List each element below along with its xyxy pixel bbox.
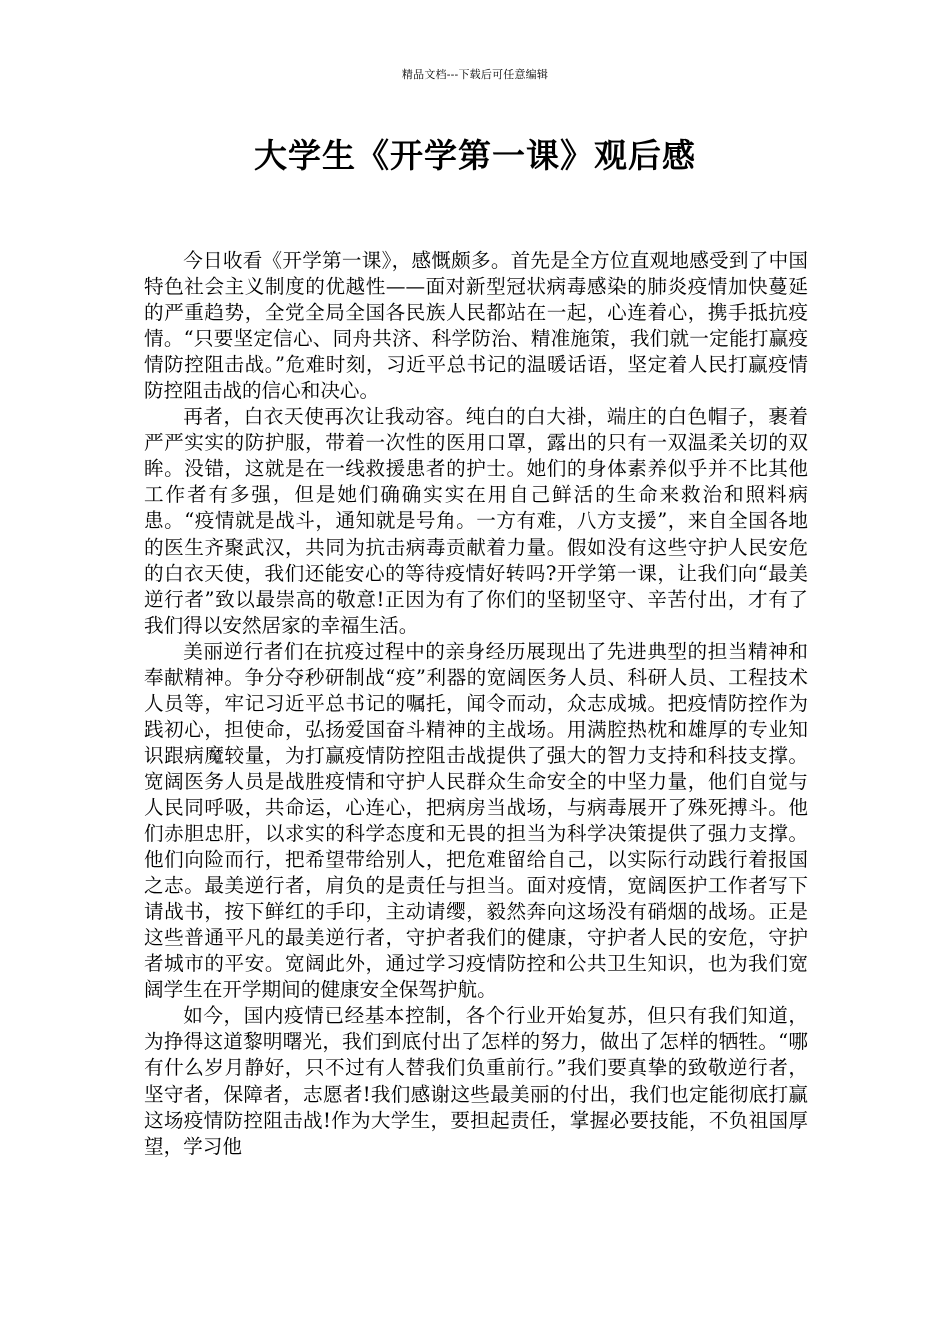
document-body: [144, 248, 808, 1160]
document-title: 大学生《开学第一课》观后感: [254, 136, 696, 175]
body-paragraph: 如今，国内疫情已经基本控制，各个行业开始复苏，但只有我们知道，为挣得这道黎明曙光，我们到底付出了怎样的努力，做出了怎样的牺牲。“哪有什么岁月静好，只不过有人替我们负重前行。”我们要真挚的致敬逆行者，坚守者，保障者，志愿者!我们感谢这些最美丽的付出，我们也定能彻底打赢这场疫情防控阻击战!作为大学生，要担起责任，掌握必要技能，不负祖国厚望，学习他: [144, 1004, 808, 1158]
body-paragraph: 美丽逆行者们在抗疫过程中的亲身经历展现出了先进典型的担当精神和奉献精神。争分夺秒研制战“疫”利器的宽阔医务人员、科研人员、工程技术人员等，牢记习近平总书记的嘱托，闻令而动，众志成城。把疫情防控作为践初心，担使命，弘扬爱国奋斗精神的主战场。用满腔热枕和雄厚的专业知识跟病魔较量，为打赢疫情防控阻击战提供了强大的智力支持和科技支撑。宽阔医务人员是战胜疫情和守护人民群众生命安全的中坚力量，他们自觉与人民同呼吸，共命运，心连心，把病房当战场，与病毒展开了殊死搏斗。他们赤胆忠肝，以求实的科学态度和无畏的担当为科学决策提供了强力支撑。他们向险而行，把希望带给别人，把危难留给自己，以实际行动践行着报国之志。最美逆行者，肩负的是责任与担当。面对疫情，宽阔医护工作者写下请战书，按下鲜红的手印，主动请缨，毅然奔向这场没有硝烟的战场。正是这些普通平凡的最美逆行者，守护者我们的健康，守护者人民的安危，守护者城市的平安。宽阔此外，通过学习疫情防控和公共卫生知识，也为我们宽阔学生在开学期间的健康安全保驾护航。: [144, 639, 808, 1002]
body-paragraph: 再者，白衣天使再次让我动容。纯白的白大褂，端庄的白色帽子，裹着严严实实的防护服，带着一次性的医用口罩，露出的只有一双温柔关切的双眸。没错，这就是在一线救援患者的护士。她们的身体素养似乎并不比其他工作者有多强，但是她们确确实实在用自己鲜活的生命来救治和照料病患。“疫情就是战斗，通知就是号角。一方有难，八方支援”，来自全国各地的医生齐聚武汉，共同为抗击病毒贡献着力量。假如没有这些守护人民安危的白衣天使，我们还能安心的等待疫情好转吗?开学第一课，让我们向“最美逆行者”致以最崇高的敬意!正因为有了你们的坚韧坚守、辛苦付出，才有了我们得以安然居家的幸福生活。: [144, 405, 808, 637]
page-header-note: 精品文档---下载后可任意编辑: [401, 68, 549, 81]
body-paragraph: 今日收看《开学第一课》，感慨颇多。首先是全方位直观地感受到了中国特色社会主义制度的优越性——面对新型冠状病毒感染的肺炎疫情加快蔓延的严重趋势，全党全局全国各民族人民都站在一起，心连着心，携手抵抗疫情。“只要坚定信心、同舟共济、科学防治、精准施策，我们就一定能打赢疫情防控阻击战。”危难时刻，习近平总书记的温暖话语，坚定着人民打赢疫情防控阻击战的信心和决心。: [144, 249, 808, 403]
